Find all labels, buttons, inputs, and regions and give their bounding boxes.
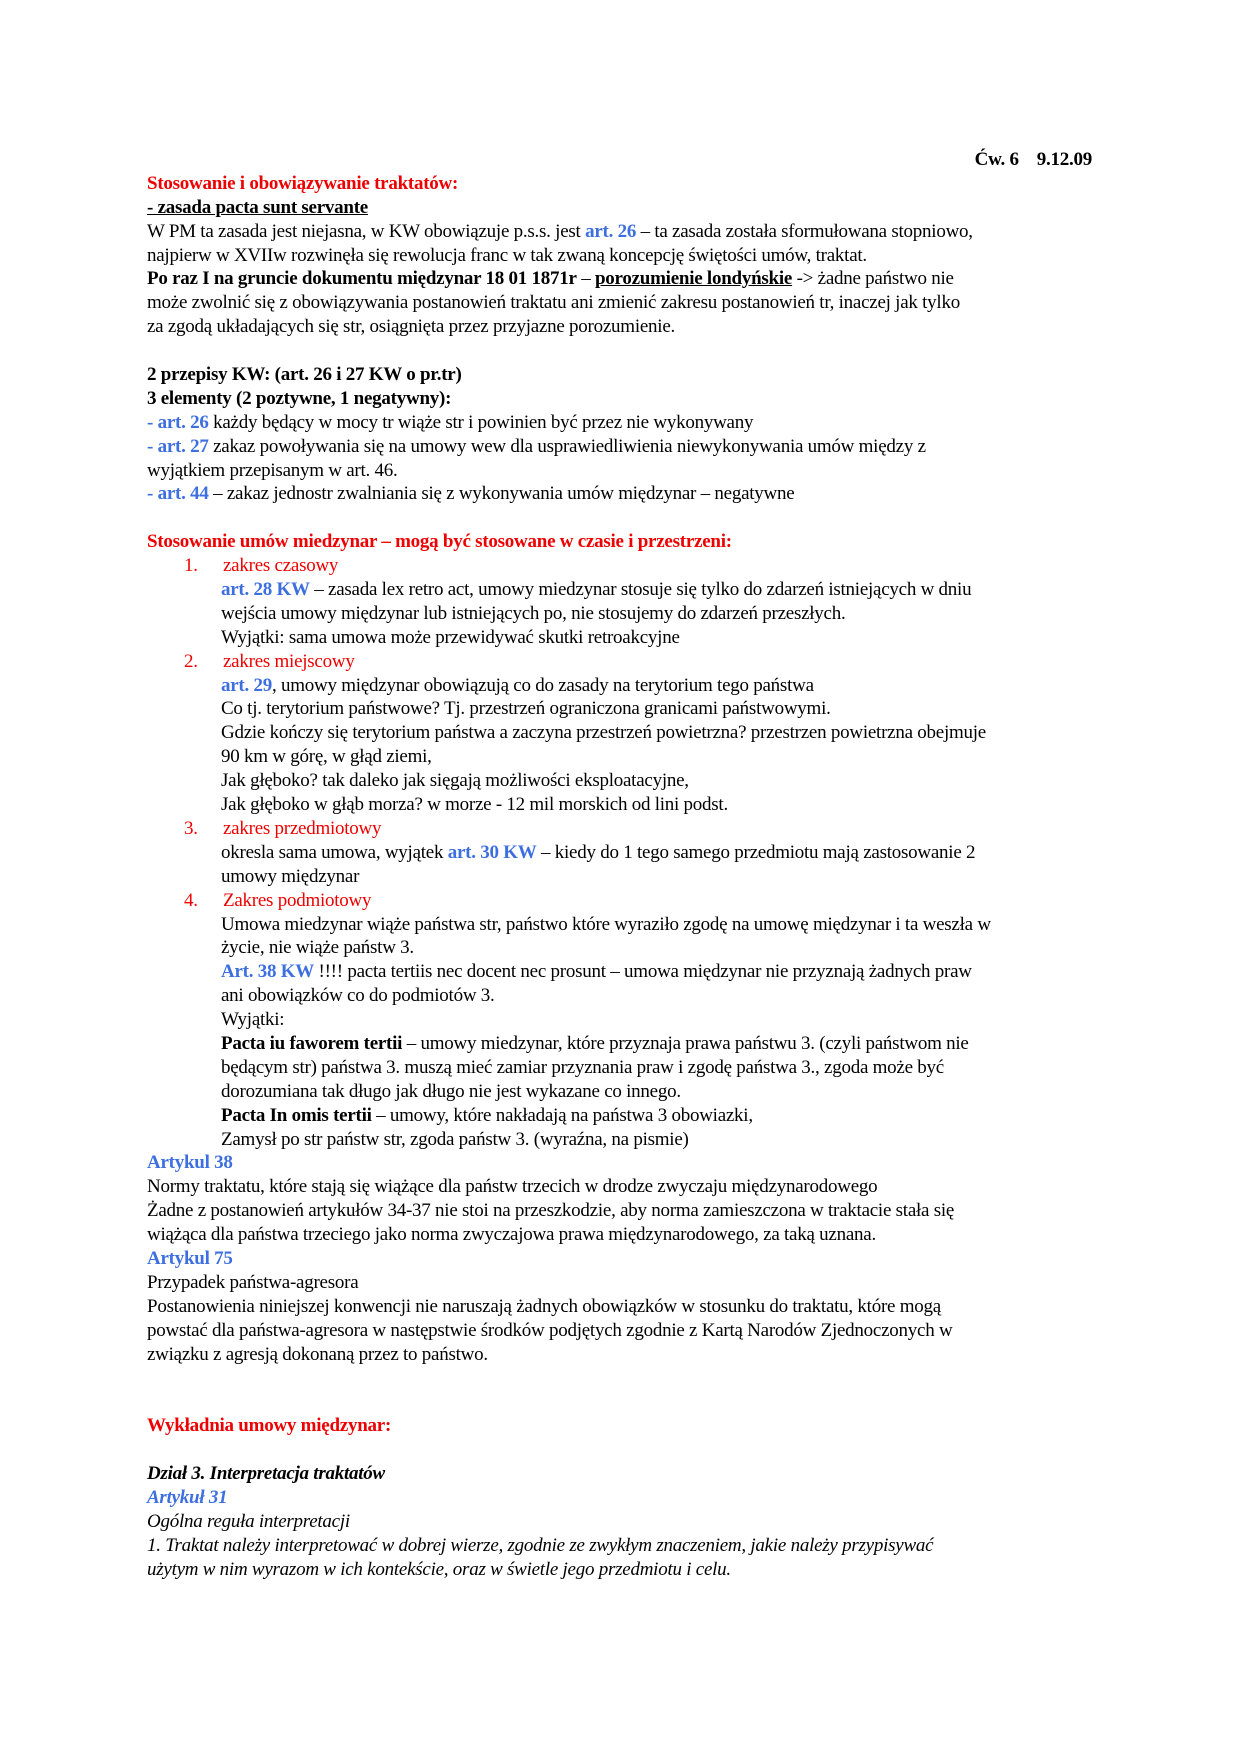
text-segment: –: [576, 268, 595, 290]
text-line: [147, 817, 1107, 841]
section-heading: Stosowanie i obowiązywanie traktatów:: [147, 172, 459, 194]
text-segment: Zamysł po str państw str, zgoda państw 3. (wyraźna, na pismie): [221, 1128, 689, 1150]
text-segment: zakaz powoływania się na umowy wew dla usprawiedliwienia niewykonywania umów między z: [208, 435, 926, 457]
text-line: [147, 1008, 1107, 1032]
text-line: [147, 435, 1107, 459]
text-segment: użytym w nim wyrazom w ich kontekście, oraz w świetle jego przedmiotu i celu.: [147, 1558, 731, 1580]
text-line: [147, 578, 1107, 602]
list-number: 2.: [184, 650, 198, 672]
document-header: [147, 148, 1092, 172]
text-segment: -> żadne państwo nie: [792, 268, 954, 290]
blank-line: [147, 506, 1107, 530]
text-segment: związku z agresją dokonaną przez to państwo.: [147, 1343, 488, 1365]
text-segment: zakres czasowy: [223, 555, 339, 577]
text-line: [147, 984, 1107, 1008]
text-line: [147, 913, 1107, 937]
text-line: [147, 602, 1107, 626]
text-line: [147, 1414, 1107, 1438]
section-heading: Wykładnia umowy międzynar:: [147, 1415, 392, 1437]
text-line: [147, 1462, 1107, 1486]
text-segment: Jak głęboko? tak daleko jak sięgają możliwości eksploatacyjne,: [221, 770, 689, 792]
text-line: [147, 697, 1107, 721]
text-segment: Ogólna reguła interpretacji: [147, 1510, 350, 1532]
text-line: [147, 1247, 1107, 1271]
article-reference: Artykul 75: [147, 1247, 233, 1269]
text-line: [147, 1271, 1107, 1295]
text-segment: – ta zasada została sformułowana stopniowo,: [636, 220, 973, 242]
text-segment: – kiedy do 1 tego samego przedmiotu mają zastosowanie 2: [536, 841, 976, 863]
text-line: [147, 291, 1107, 315]
text-line: [147, 1199, 1107, 1223]
text-line: [147, 172, 1107, 196]
text-line: [147, 1151, 1107, 1175]
text-segment: - zasada pacta sunt servante: [147, 196, 368, 218]
article-reference: - art. 44: [147, 483, 209, 505]
text-line: [147, 841, 1107, 865]
text-segment: za zgodą układających się str, osiągnięta przez przyjazne porozumienie.: [147, 316, 676, 338]
list-number: 4.: [184, 889, 198, 911]
text-line: [147, 936, 1107, 960]
article-reference: - art. 26: [147, 411, 209, 433]
text-line: [147, 1343, 1107, 1367]
text-segment: 3 elementy (2 poztywne, 1 negatywny):: [147, 387, 452, 409]
text-line: [147, 1510, 1107, 1534]
text-line: [147, 889, 1107, 913]
text-segment: porozumienie londyńskie: [594, 268, 793, 290]
text-segment: – zasada lex retro act, umowy miedzynar stosuje się tylko do zdarzeń istniejących w dniu: [309, 579, 972, 601]
text-line: [147, 220, 1107, 244]
text-segment: okresla sama umowa, wyjątek: [221, 841, 448, 863]
text-line: [147, 865, 1107, 889]
text-line: [147, 554, 1107, 578]
text-line: [147, 960, 1107, 984]
text-segment: każdy będący w mocy tr wiąże str i powinien być przez nie wykonywany: [208, 411, 754, 433]
text-segment: wyjątkiem przepisanym w art. 46.: [147, 459, 398, 481]
text-line: [147, 745, 1107, 769]
text-line: [147, 721, 1107, 745]
text-segment: W PM ta zasada jest niejasna, w KW obowiązuje p.s.s. jest: [147, 220, 586, 242]
blank-line: [147, 1438, 1107, 1462]
text-segment: Pacta iu faworem tertii: [221, 1032, 403, 1054]
blank-line: [147, 1366, 1107, 1390]
text-segment: 90 km w górę, w głąd ziemi,: [221, 746, 432, 768]
exercise-number: Ćw. 6: [974, 149, 1019, 170]
article-reference: art. 29: [221, 674, 273, 696]
text-line: [147, 1534, 1107, 1558]
text-line: [147, 674, 1107, 698]
list-number: 1.: [184, 555, 198, 577]
text-line: [147, 244, 1107, 268]
text-segment: ani obowiązków co do podmiotów 3.: [221, 985, 495, 1007]
text-line: [147, 196, 1107, 220]
text-segment: będącym str) państwa 3. muszą mieć zamiar przyznania praw i zgodę państwa 3., zgoda może być: [221, 1056, 944, 1078]
document-page: [147, 148, 1107, 1581]
text-segment: najpierw w XVIIw rozwinęła się rewolucja franc w tak zwaną koncepcję świętości umów, traktat.: [147, 244, 867, 266]
text-line: [147, 1175, 1107, 1199]
article-reference: Artykuł 31: [147, 1486, 228, 1508]
text-segment: wiążąca dla państwa trzeciego jako norma zwyczajowa prawa międzynarodowego, za taką uznana.: [147, 1224, 876, 1246]
text-line: [147, 1486, 1107, 1510]
text-line: [147, 793, 1107, 817]
text-segment: może zwolnić się z obowiązywania postanowień traktatu ani zmienić zakresu postanowień tr, inaczej jak tylko: [147, 292, 960, 314]
text-line: [147, 769, 1107, 793]
list-number: 3.: [184, 817, 198, 839]
text-segment: dorozumiana tak długo jak długo nie jest wykazane co innego.: [221, 1080, 681, 1102]
document-body: [147, 172, 1107, 1582]
text-segment: powstać dla państwa-agresora w następstwie środków podjętych zgodnie z Kartą Narodów Zjednoczonych w: [147, 1319, 953, 1341]
text-segment: Jak głęboko w głąb morza? w morze - 12 mil morskich od lini podst.: [221, 794, 728, 816]
text-segment: umowy międzynar: [221, 865, 360, 887]
text-line: [147, 650, 1107, 674]
text-segment: Po raz I na gruncie dokumentu międzynar 18 01 1871r: [147, 268, 577, 290]
text-segment: życie, nie wiąże państw 3.: [221, 937, 414, 959]
text-line: [147, 530, 1107, 554]
text-line: [147, 1319, 1107, 1343]
text-line: [147, 315, 1107, 339]
text-segment: , umowy międzynar obowiązują co do zasady na terytorium tego państwa: [272, 674, 814, 696]
text-segment: 2 przepisy KW: (art. 26 i 27 KW o pr.tr): [147, 364, 462, 386]
text-segment: zakres przedmiotowy: [223, 817, 382, 839]
text-segment: !!!! pacta tertiis nec docent nec prosunt – umowa międzynar nie przyznają żadnych praw: [314, 961, 972, 983]
text-segment: zakres miejscowy: [223, 650, 355, 672]
text-line: [147, 1032, 1107, 1056]
article-reference: art. 26: [585, 220, 637, 242]
text-line: [147, 626, 1107, 650]
text-line: [147, 1223, 1107, 1247]
section-heading: Stosowanie umów miedzynar – mogą być stosowane w czasie i przestrzeni:: [147, 531, 732, 553]
text-segment: Co tj. terytorium państwowe? Tj. przestrzeń ograniczona granicami państwowymi.: [221, 698, 831, 720]
text-segment: Gdzie kończy się terytorium państwa a zaczyna przestrzeń powietrzna? przestrzen powietrzna obejmuje: [221, 722, 986, 744]
blank-line: [147, 1390, 1107, 1414]
text-segment: Umowa miedzynar wiąże państwa str, państwo które wyraziło zgodę na umowę międzynar i ta weszła w: [221, 913, 991, 935]
text-line: [147, 1295, 1107, 1319]
text-segment: Wyjątki:: [221, 1009, 285, 1031]
text-line: [147, 267, 1107, 291]
text-segment: Zakres podmiotowy: [223, 889, 372, 911]
text-line: [147, 1104, 1107, 1128]
document-date: 9.12.09: [1036, 149, 1092, 170]
text-line: [147, 387, 1107, 411]
text-line: [147, 1558, 1107, 1582]
text-line: [147, 459, 1107, 483]
text-segment: Wyjątki: sama umowa może przewidywać skutki retroakcyjne: [221, 626, 680, 648]
text-segment: – umowy miedzynar, które przyznaja prawa państwu 3. (czyli państwom nie: [402, 1032, 969, 1054]
text-segment: Dział 3. Interpretacja traktatów: [147, 1462, 385, 1484]
text-line: [147, 1056, 1107, 1080]
article-reference: art. 30 KW: [447, 841, 537, 863]
text-segment: Pacta In omis tertii: [221, 1104, 372, 1126]
text-segment: Przypadek państwa-agresora: [147, 1271, 359, 1293]
text-segment: Postanowienia niniejszej konwencji nie naruszają żadnych obowiązków w stosunku do traktatu, które mogą: [147, 1295, 941, 1317]
blank-line: [147, 339, 1107, 363]
text-segment: – umowy, które nakładają na państwa 3 obowiazki,: [371, 1104, 753, 1126]
text-line: [147, 1080, 1107, 1104]
text-segment: wejścia umowy międzynar lub istniejących po, nie stosujemy do zdarzeń przeszłych.: [221, 602, 846, 624]
article-reference: - art. 27: [147, 435, 209, 457]
text-segment: Żadne z postanowień artykułów 34-37 nie stoi na przeszkodzie, aby norma zamieszczona w traktacie stała się: [147, 1200, 955, 1222]
article-reference: Artykul 38: [147, 1152, 233, 1174]
text-line: [147, 482, 1107, 506]
text-line: [147, 363, 1107, 387]
text-line: [147, 411, 1107, 435]
text-segment: Normy traktatu, które stają się wiążące dla państw trzecich w drodze zwyczaju międzynarodowego: [147, 1176, 878, 1198]
article-reference: art. 28 KW: [221, 579, 310, 601]
text-segment: 1. Traktat należy interpretować w dobrej wierze, zgodnie ze zwykłym znaczeniem, jakie należy przypisywać: [147, 1534, 934, 1556]
article-reference: Art. 38 KW: [221, 961, 315, 983]
text-line: [147, 1128, 1107, 1152]
text-segment: – zakaz jednostr zwalniania się z wykonywania umów międzynar – negatywne: [208, 483, 795, 505]
